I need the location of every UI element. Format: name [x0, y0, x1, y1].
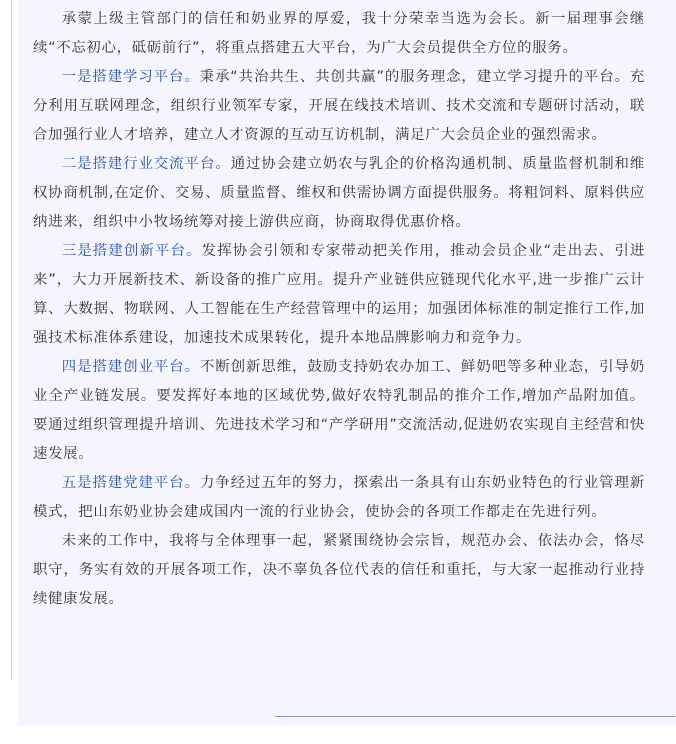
bottom-divider-line	[275, 716, 675, 717]
paragraph-text: 发挥协会引领和专家带动把关作用，推动会员企业“走出去、引进来”，大力开展新技术、新设备的推广应用。提升产业链供应链现代化水平,进一步推广云计算、大数据、物联网、人工智能在生产经营管理中的运用；加强团体标准的制定推行工作,加强技术标准体系建设，加速技术成果转化，提升本地品牌影响力和竞争力。	[33, 243, 645, 346]
paragraph-heading: 五是搭建党建平台。	[61, 475, 200, 491]
article-body	[33, 5, 645, 614]
paragraph-text: 不断创新思维，鼓励支持奶农办加工、鲜奶吧等多种业态，引导奶业全产业链发展。要发挥好本地的区域优势,做好农特乳制品的推介工作,增加产品附加值。要通过组织管理提升培训、先进技术学习和“产学研用”交流活动,促进奶农实现自主经营和快速发展。	[33, 359, 645, 462]
paragraph-learning-platform	[33, 63, 645, 150]
paragraph-heading: 二是搭建行业交流平台。	[61, 156, 231, 172]
left-divider-line	[11, 0, 12, 680]
paragraph-exchange-platform	[33, 150, 645, 237]
paragraph-party-building-platform	[33, 469, 645, 527]
paragraph-heading: 一是搭建学习平台。	[61, 69, 200, 85]
paragraph-innovation-platform	[33, 237, 645, 353]
paragraph-text: 承蒙上级主管部门的信任和奶业界的厚爱，我十分荣幸当选为会长。新一届理事会继续“不忘初心，砥砺前行”，将重点搭建五大平台，为广大会员提供全方位的服务。	[33, 11, 645, 56]
paragraph-entrepreneurship-platform	[33, 353, 645, 469]
paragraph-heading: 三是搭建创新平台。	[61, 243, 202, 259]
paragraph-text: 力争经过五年的努力，探索出一条具有山东奶业特色的行业管理新模式，把山东奶业协会建成国内一流的行业协会，使协会的各项工作都走在先进行列。	[33, 475, 645, 520]
paragraph-intro	[33, 5, 645, 63]
paragraph-text: 通过协会建立奶农与乳企的价格沟通机制、质量监督机制和维权协商机制,在定价、交易、质量监督、维权和供需协调方面提供服务。将粗饲料、原料供应纳进来，组织中小牧场统筹对接上游供应商，协商取得优惠价格。	[33, 156, 646, 230]
paragraph-text: 秉承“共治共生、共创共赢”的服务理念，建立学习提升的平台。充分利用互联网理念，组织行业领军专家，开展在线技术培训、技术交流和专题研讨活动，联合加强行业人才培养，建立人才资源的互动互访机制，满足广大会员企业的强烈需求。	[33, 69, 645, 143]
paragraph-text: 未来的工作中，我将与全体理事一起，紧紧围绕协会宗旨，规范办会、依法办会，恪尽职守，务实有效的开展各项工作，决不辜负各位代表的信任和重托，与大家一起推动行业持续健康发展。	[33, 533, 645, 607]
paragraph-closing	[33, 527, 645, 614]
paragraph-heading: 四是搭建创业平台。	[61, 359, 200, 375]
